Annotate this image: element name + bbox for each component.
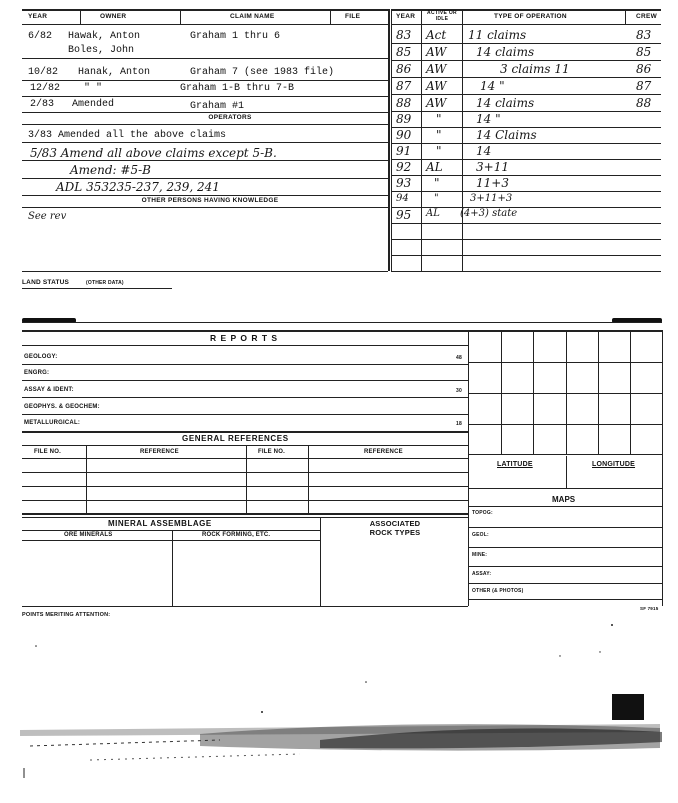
claim-row-4-claim: Graham 1-B thru 7-B [180, 83, 295, 94]
activity-row-9-year: 92 [396, 160, 412, 174]
activity-row-8-status: " [436, 144, 442, 158]
ref-fileno-header-1: FILE NO. [34, 449, 61, 455]
activity-row-4-crew: 87 [636, 79, 652, 93]
map-other-label: OTHER (& PHOTOS) [472, 588, 524, 594]
report-geology-num: 48 [456, 355, 462, 361]
ore-minerals-header: ORE MINERALS [64, 532, 113, 538]
activity-row-5-operation: 14 claims [476, 96, 535, 110]
activity-row-4-status: AW [426, 79, 447, 93]
longitude-label: LONGITUDE [592, 461, 636, 468]
activity-row-11-status: " [434, 193, 439, 204]
map-mine-label: MINE: [472, 552, 488, 558]
claim-row-1-owner: Hawak, Anton [68, 31, 141, 42]
mineral-assemblage-title: MINERAL ASSEMBLAGE [108, 519, 212, 528]
activity-row-10-status: " [434, 176, 440, 190]
map-topog-label: TOPOG: [472, 510, 493, 516]
activity-row-2-status: AW [426, 45, 447, 59]
report-assay-label: ASSAY & IDENT: [24, 387, 74, 393]
form-number: SF 7915 [640, 606, 659, 611]
claim-row-3-claim: Graham 7 (see 1983 file) [190, 67, 335, 78]
col-file-header: FILE [345, 13, 361, 20]
claim-row-2-owner: Boles, John [68, 45, 135, 56]
activity-row-11-year: 94 [396, 193, 409, 204]
report-metallurgical-label: METALLURGICAL: [24, 420, 81, 426]
activity-row-2-crew: 85 [636, 45, 652, 59]
rock-types-label: ROCK TYPES [369, 528, 421, 537]
activity-row-7-year: 90 [396, 128, 412, 142]
active-or-idle-header: ACTIVE OR IDLE [427, 10, 457, 22]
maps-title: MAPS [552, 495, 576, 504]
activity-row-10-year: 93 [396, 176, 412, 190]
activity-row-3-operation: 3 claims 11 [500, 62, 570, 76]
activity-row-7-status: " [436, 128, 442, 142]
land-status-label: LAND STATUS [22, 279, 70, 286]
report-metallurgical-num: 18 [456, 421, 462, 427]
other-persons-label: OTHER PERSONS HAVING KNOWLEDGE [141, 197, 279, 204]
rock-forming-header: ROCK FORMING, ETC. [202, 532, 271, 538]
report-geophys-label: GEOPHYS. & GEOCHEM: [24, 404, 100, 410]
operator-row-3: Amend: #5-B [70, 163, 151, 177]
col-claim-name-header: CLAIM NAME [230, 13, 275, 20]
claim-row-5-date: 2/83 [30, 99, 55, 110]
activity-year-header: YEAR [396, 13, 416, 20]
type-of-operation-header: TYPE OF OPERATION [494, 13, 567, 20]
activity-row-1-crew: 83 [636, 28, 652, 42]
reports-title: R E P O R T S [210, 333, 279, 343]
scan-noise [0, 620, 678, 803]
claim-row-3-date: 10/82 [28, 67, 59, 78]
activity-row-1-status: Act [426, 28, 447, 42]
activity-row-11-operation: 3+11+3 [470, 193, 513, 204]
activity-row-3-year: 86 [396, 62, 412, 76]
report-geology-label: GEOLOGY: [24, 354, 58, 360]
claim-row-3-owner: Hanak, Anton [78, 67, 151, 78]
activity-row-6-status: " [436, 112, 442, 126]
report-assay-num: 30 [456, 388, 462, 394]
activity-row-6-operation: 14 " [476, 112, 501, 126]
activity-row-3-crew: 86 [636, 62, 652, 76]
activity-row-9-status: AL [426, 160, 443, 174]
activity-row-2-year: 85 [396, 45, 412, 59]
land-status-sublabel: (OTHER DATA) [86, 280, 124, 286]
associated-label: ASSOCIATED [369, 519, 421, 528]
crew-header: CREW [636, 13, 658, 20]
activity-row-5-year: 88 [396, 96, 412, 110]
claim-row-4-date: 12/82 [30, 83, 61, 94]
activity-row-4-year: 87 [396, 79, 412, 93]
activity-row-7-operation: 14 Claims [476, 128, 537, 142]
activity-row-8-year: 91 [396, 144, 412, 158]
ref-fileno-header-2: FILE NO. [258, 449, 285, 455]
general-references-title: GENERAL REFERENCES [182, 434, 289, 443]
operators-label: OPERATORS [208, 114, 252, 121]
map-geol-label: GEOL: [472, 532, 489, 538]
col-owner-header: OWNER [100, 13, 127, 20]
points-meriting-label: POINTS MERITING ATTENTION: [22, 612, 111, 618]
latitude-label: LATITUDE [497, 461, 533, 468]
activity-row-1-operation: 11 claims [468, 28, 527, 42]
claim-row-1-date: 6/82 [28, 31, 53, 42]
activity-row-12-status: AL [426, 208, 440, 219]
report-engrg-label: ENGRG: [24, 370, 50, 376]
activity-row-5-crew: 88 [636, 96, 652, 110]
claim-row-1-claim: Graham 1 thru 6 [190, 31, 281, 42]
activity-row-12-operation: (4+3) state [460, 208, 518, 219]
operator-row-2: 5/83 Amend all above claims except 5-B. [30, 146, 277, 160]
claim-row-5-claim: Graham #1 [190, 101, 245, 112]
activity-row-5-status: AW [426, 96, 447, 110]
ref-reference-header-1: REFERENCE [140, 449, 179, 455]
activity-row-3-status: AW [426, 62, 447, 76]
operator-row-4: ADL 353235-237, 239, 241 [56, 180, 220, 194]
ref-reference-header-2: REFERENCE [364, 449, 403, 455]
activity-row-2-operation: 14 claims [476, 45, 535, 59]
claim-row-5-owner: Amended [72, 99, 115, 110]
activity-row-10-operation: 11+3 [476, 176, 509, 190]
activity-row-4-operation: 14 " [480, 79, 505, 93]
activity-row-8-operation: 14 [476, 144, 492, 158]
col-year-header: YEAR [28, 13, 48, 20]
activity-row-1-year: 83 [396, 28, 412, 42]
activity-row-6-year: 89 [396, 112, 412, 126]
claim-row-4-owner: " " [84, 83, 103, 94]
other-persons-note: See rev [28, 211, 67, 222]
activity-row-9-operation: 3+11 [476, 160, 509, 174]
map-assay-label: ASSAY: [472, 571, 492, 577]
activity-row-12-year: 95 [396, 208, 412, 222]
operator-row-1: 3/83 Amended all the above claims [28, 130, 227, 141]
